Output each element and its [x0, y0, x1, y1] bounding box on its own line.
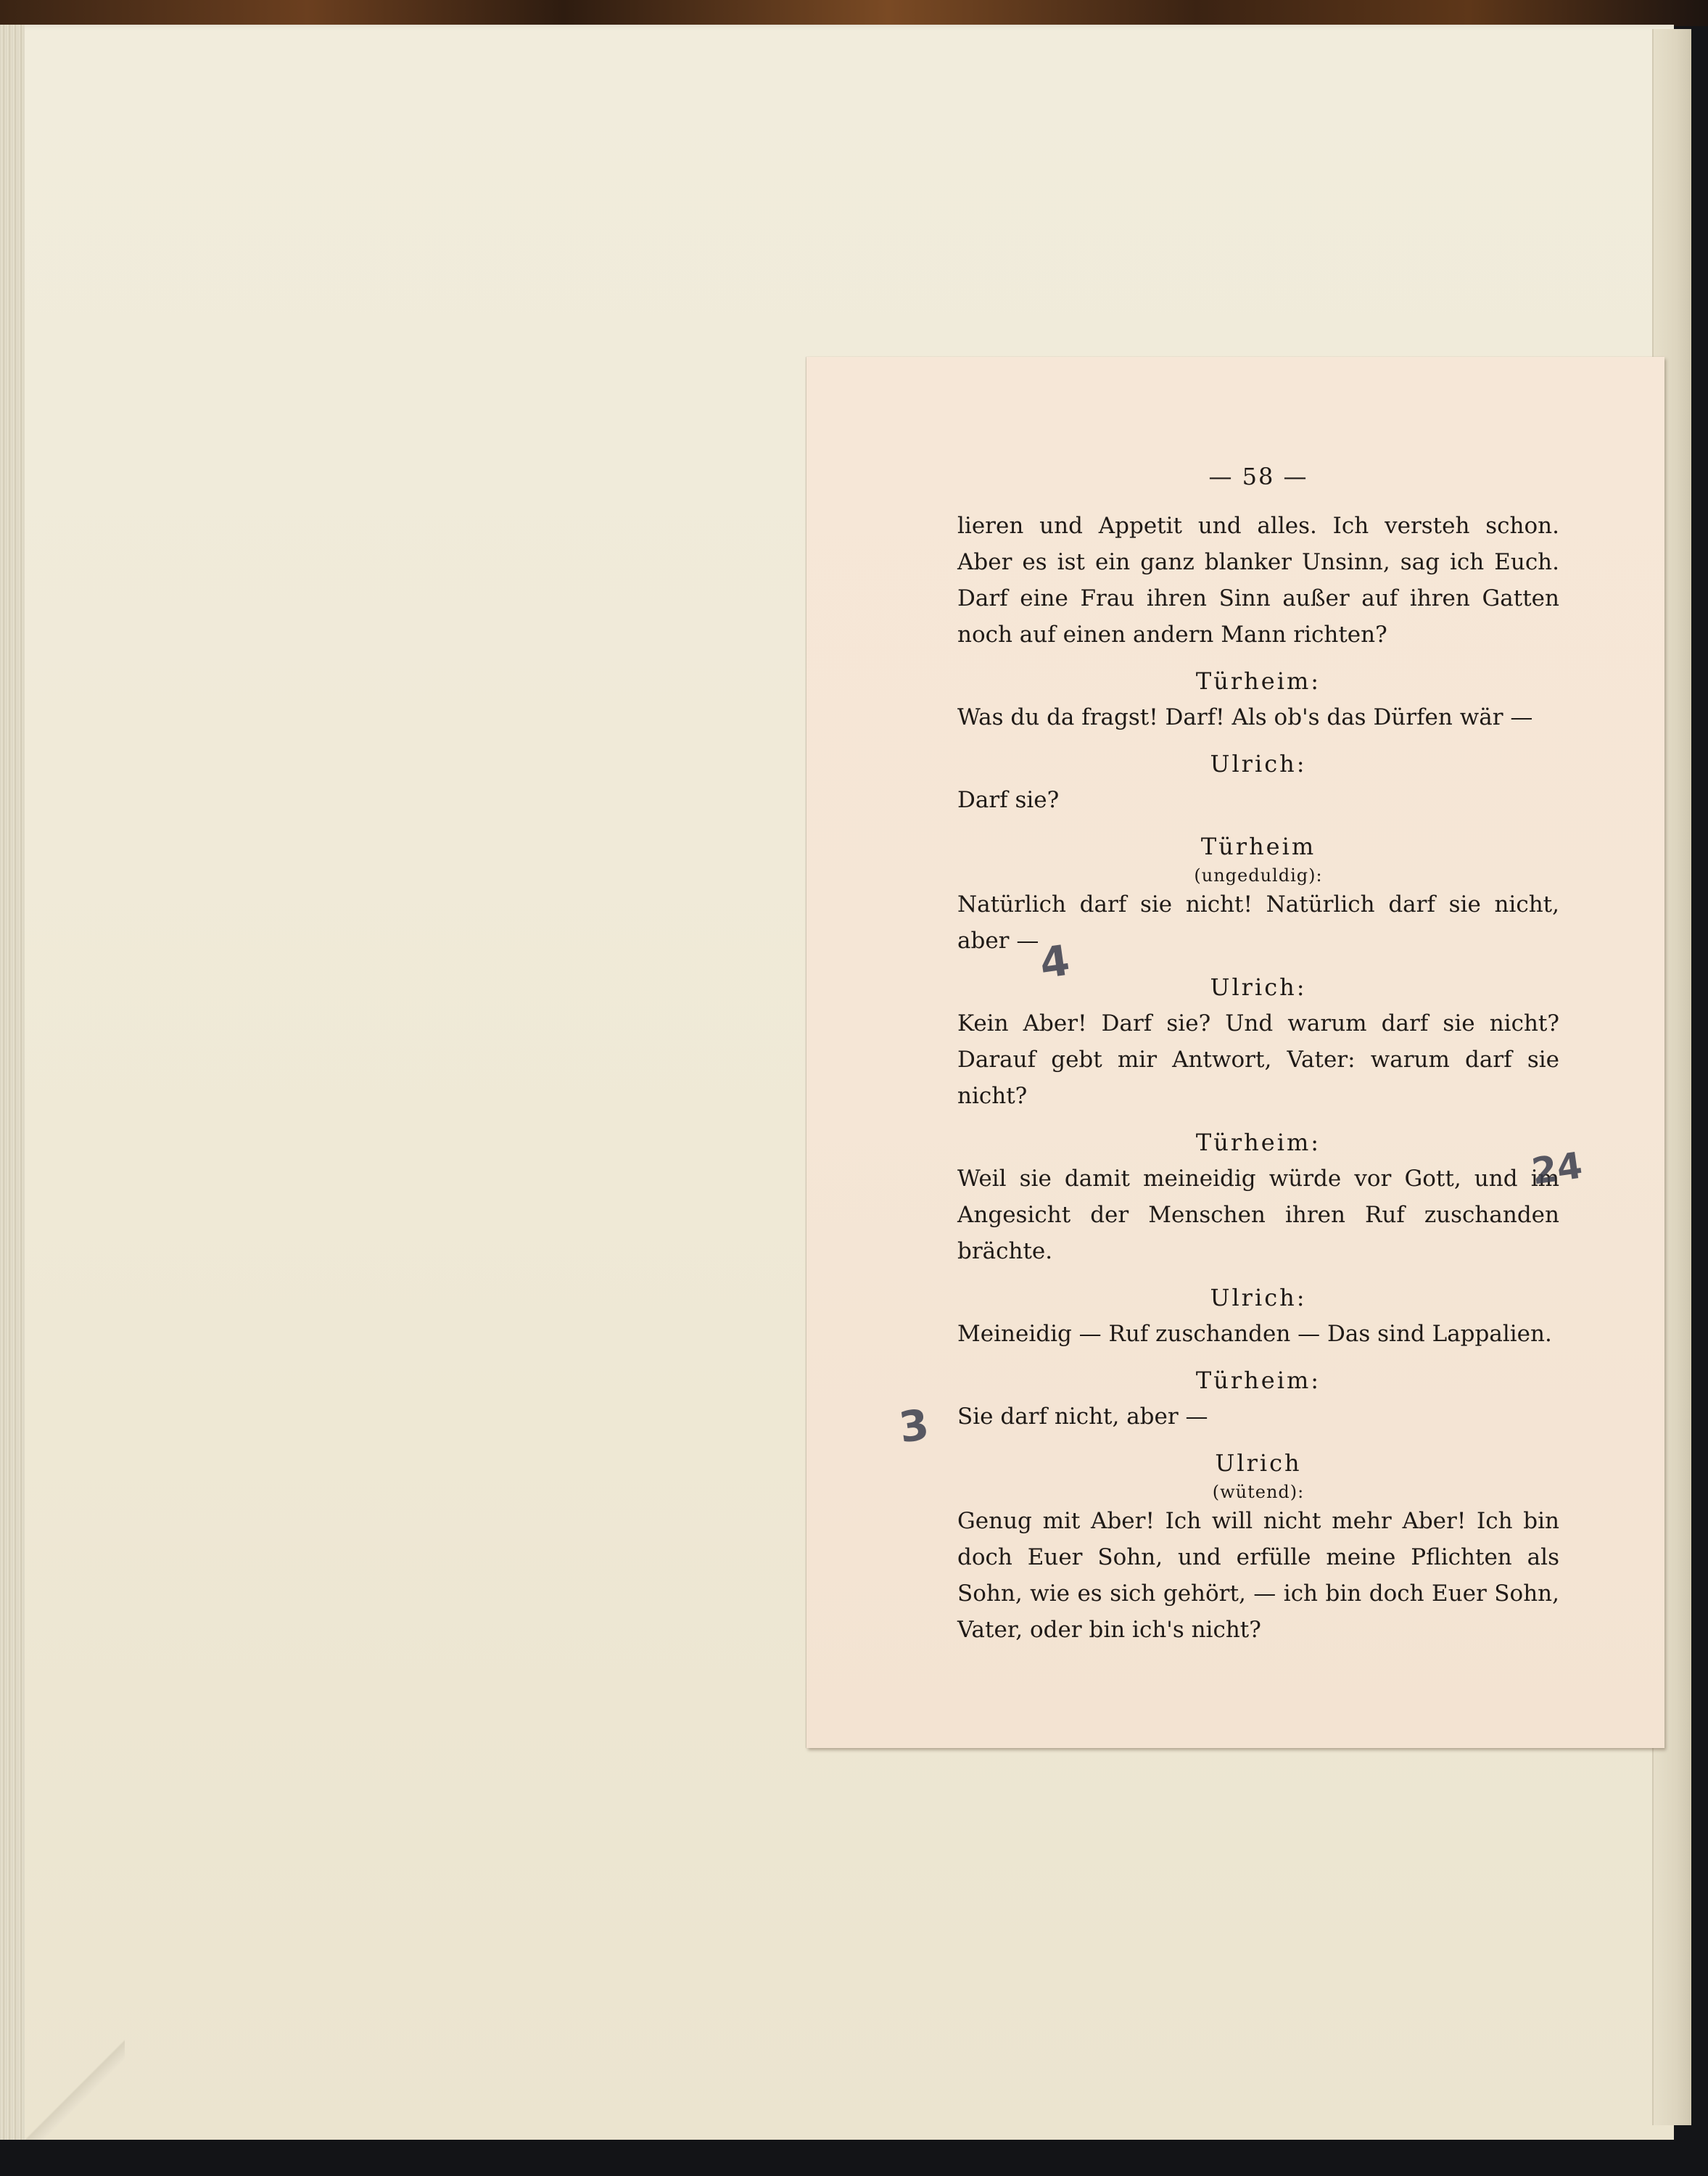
dialogue-paragraph: lieren und Appetit und alles. Ich versteh schon. Aber es ist ein ganz blanker Unsinn, sag ich Euch. Darf eine Frau ihren Sinn außer auf ihren Gatten noch auf einen andern Mann richten? [957, 513, 1559, 648]
stage-direction: (ungeduldig): [1194, 865, 1323, 886]
pencil-margin-note: 3 [896, 1399, 932, 1453]
speaker-name: Ulrich: [1210, 1284, 1307, 1311]
dialogue-paragraph: Genug mit Aber! Ich will nicht mehr Aber! Ich bin doch Euer Sohn, und erfülle meine Pflichten als Sohn, wie es sich gehört, — ich bin doch Euer Sohn, Vater, oder bin ich's nicht? [957, 1508, 1559, 1643]
speaker-name: Türheim: [1195, 1367, 1321, 1394]
marbled-cover-edge [0, 0, 1708, 26]
pencil-margin-note: 4 [1036, 935, 1073, 989]
speaker-name: Türheim: [1195, 667, 1321, 695]
stage-direction: (wütend): [1212, 1482, 1305, 1502]
folded-corner [16, 2031, 125, 2147]
speaker-name: Ulrich [1215, 1449, 1302, 1477]
dialogue-paragraph: Kein Aber! Darf sie? Und warum darf sie nicht? Darauf gebt mir Antwort, Vater: warum darf sie nicht? [957, 1010, 1559, 1109]
dialogue-paragraph: Meineidig — Ruf zuschanden — Das sind Lappalien. [957, 1321, 1552, 1347]
bottom-edge [0, 2140, 1708, 2176]
speaker-name: Türheim [1200, 833, 1316, 860]
dialogue-paragraph: Sie darf nicht, aber — [957, 1404, 1208, 1430]
dialogue-paragraph: Natürlich darf sie nicht! Natürlich darf sie nicht, aber — [957, 891, 1559, 954]
speaker-name: Ulrich: [1210, 973, 1307, 1001]
speaker-name: Ulrich: [1210, 750, 1307, 778]
dialogue-paragraph: Weil sie damit meineidig würde vor Gott, und im Angesicht der Menschen ihren Ruf zuschanden brächte. [957, 1166, 1559, 1264]
page-number: — 58 — [1208, 463, 1308, 490]
page-stack-edge [0, 25, 25, 2147]
pencil-margin-note: 24 [1529, 1144, 1585, 1193]
dialogue-paragraph: Darf sie? [957, 787, 1060, 813]
dialogue-paragraph: Was du da fragst! Darf! Als ob's das Dürfen wär — [957, 704, 1533, 730]
pasted-printed-page [806, 357, 1664, 1748]
speaker-name: Türheim: [1195, 1129, 1321, 1156]
page-body [957, 508, 1559, 1648]
page-text-block [957, 458, 1559, 1648]
